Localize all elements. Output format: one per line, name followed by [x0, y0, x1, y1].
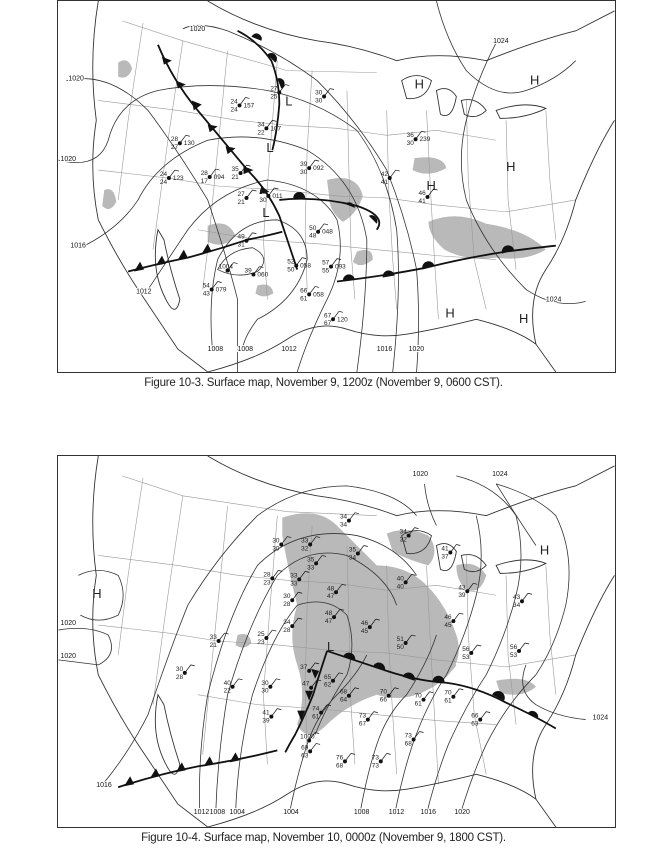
station-temperature: 28 [263, 571, 271, 579]
station-temperature: 46 [418, 189, 426, 197]
station-pressure: 130 [183, 140, 195, 148]
station-temperature: 40 [396, 575, 404, 583]
station-dewpoint: 24 [230, 106, 238, 114]
isobar-value-label: 1020 [408, 346, 425, 354]
station-model [407, 131, 431, 147]
station-temperature: 46 [444, 614, 452, 622]
isobar-value-label: 1020 [412, 470, 429, 478]
high-pressure-center: H [529, 72, 540, 88]
station-dewpoint: 30 [406, 140, 414, 148]
station-temperature: 57 [322, 259, 330, 267]
isobar-value-label: 1008 [353, 809, 370, 817]
station-temperature: 35 [231, 166, 239, 174]
station-temperature: 30 [283, 593, 291, 601]
station-dewpoint: 33 [290, 580, 298, 588]
station-dewpoint: 30 [261, 687, 269, 695]
station-temperature: 28 [170, 136, 179, 144]
station-dewpoint: 47 [327, 593, 335, 601]
isobar-labels [60, 26, 561, 353]
station-pressure: 048 [322, 228, 333, 236]
station-dewpoint: 39 [458, 592, 466, 600]
isobar-value-label: 1020 [60, 620, 76, 628]
station-temperature: 65 [324, 673, 332, 681]
isobar-value-label: 1004 [229, 809, 246, 817]
station-temperature: 34 [339, 513, 348, 521]
station-temperature: 35 [348, 546, 357, 554]
station-model [201, 169, 225, 185]
station-pressure: 093 [335, 263, 346, 271]
station-dewpoint: 50 [396, 643, 404, 651]
station-model [405, 732, 424, 748]
station-temperature: 30 [175, 665, 184, 673]
station-model [462, 645, 481, 661]
station-temperature: 49 [237, 233, 245, 241]
isobar-value-label: 1024 [545, 296, 562, 304]
station-temperature: 52 [287, 258, 295, 266]
station-temperature: 51 [396, 636, 404, 644]
station-temperature: 36 [406, 132, 414, 140]
low-pressure-center: L [262, 204, 270, 220]
station-dewpoint: 43 [202, 290, 210, 298]
station-temperature: 35 [307, 556, 315, 564]
station-dewpoint: 45 [360, 628, 369, 636]
station-temperature: 76 [336, 754, 344, 762]
station-temperature: 73 [404, 732, 412, 740]
station-dewpoint: 30 [272, 545, 280, 553]
station-model [340, 513, 359, 529]
station-pressure: 011 [272, 192, 283, 200]
station-temperature: 39 [244, 267, 252, 275]
isobar-value-label: 1016 [96, 782, 112, 790]
station-model [322, 259, 346, 275]
station-dewpoint: 28 [175, 673, 184, 681]
isobar-value-label: 1016 [376, 346, 393, 354]
station-dewpoint: 32 [399, 536, 407, 544]
station-dewpoint: 62 [324, 681, 332, 689]
station-model [510, 643, 529, 659]
station-model [513, 593, 532, 609]
isobar-value-label: 1020 [454, 809, 470, 817]
station-temperature: 73 [358, 712, 367, 720]
station-model [300, 286, 324, 302]
station-temperature: 37 [300, 663, 308, 671]
station-dewpoint: 53 [510, 651, 518, 659]
low-pressure-center: L [285, 93, 293, 109]
station-temperature: 69 [301, 744, 309, 752]
isobar-value-label: 1012 [388, 809, 405, 817]
station-dewpoint: 28 [283, 627, 291, 635]
high-pressure-center: H [519, 311, 529, 327]
station-temperature: 24 [230, 98, 238, 106]
station-model [315, 89, 334, 105]
station-dewpoint: 21 [209, 641, 217, 649]
isobar-value-label: 1024 [493, 37, 509, 45]
state-boundaries [98, 21, 575, 319]
station-pressure: 058 [300, 262, 311, 270]
station-pressure: 092 [313, 165, 324, 173]
isobar-value-label: 1016 [420, 809, 437, 817]
station-temperature: 1000 [300, 733, 315, 741]
station-model [287, 258, 311, 274]
station-temperature: 33 [209, 634, 217, 642]
station-model [238, 190, 257, 206]
station-dewpoint: 32 [301, 545, 309, 553]
high-pressure-center: H [92, 586, 102, 602]
station-dewpoint: 25 [270, 93, 278, 101]
station-dewpoint: 61 [300, 295, 308, 303]
station-dewpoint: 63 [301, 752, 309, 760]
station-temperature: 1004 [218, 263, 233, 271]
station-model [203, 281, 227, 297]
station-temperature: 41 [441, 545, 449, 553]
station-temperature: 30 [261, 679, 269, 687]
station-temperature: 73 [371, 754, 379, 762]
map-canvas [58, 456, 615, 827]
station-dewpoint: 73 [371, 762, 379, 770]
station-dewpoint: 28 [283, 601, 291, 609]
station-dewpoint: 17 [200, 178, 208, 186]
station-model [231, 97, 255, 113]
station-temperature: 33 [290, 572, 298, 580]
station-dewpoint: 31 [237, 241, 245, 249]
station-temperature: 48 [327, 585, 335, 593]
station-dewpoint: 21 [237, 198, 245, 206]
station-temperature: 27 [237, 190, 245, 198]
station-pressure: 107 [270, 125, 282, 133]
figure-caption: Figure 10-4. Surface map, November 10, 0000z (November 9, 1800 CST). [141, 832, 506, 844]
station-temperature: 47 [302, 680, 310, 688]
station-dewpoint: 23 [263, 579, 271, 587]
low-pressure-center: L [327, 638, 335, 654]
station-temperature: 30 [315, 89, 323, 97]
station-dewpoint: 68 [404, 740, 412, 748]
isobar-value-label: 1008 [207, 346, 224, 354]
isobar-value-label: 1012 [281, 346, 297, 354]
station-model [300, 160, 324, 176]
station-model [415, 692, 434, 708]
station-pressure: 120 [336, 316, 348, 324]
station-temperature: 24 [159, 171, 168, 179]
station-temperature: 34 [399, 528, 407, 536]
station-pressure: 123 [172, 175, 184, 183]
station-model [300, 733, 319, 743]
station-temperature: 56 [510, 643, 518, 651]
station-pressure: 058 [313, 291, 324, 299]
station-models [160, 85, 438, 328]
station-dewpoint: 22 [257, 129, 265, 137]
station-temperature: 30 [272, 537, 280, 545]
station-dewpoint: 24 [159, 179, 168, 187]
station-temperature: 28 [200, 170, 208, 178]
station-temperature: 54 [202, 282, 210, 290]
station-model [372, 753, 391, 769]
isobar-value-label: 1020 [68, 75, 84, 83]
station-dewpoint: 39 [262, 717, 270, 725]
station-pressure: 079 [215, 286, 227, 294]
isobar-value-label: 1020 [189, 25, 206, 33]
station-dewpoint: 30 [259, 196, 267, 204]
station-model [224, 679, 243, 695]
station-dewpoint: 45 [444, 622, 452, 630]
station-temperature: 39 [300, 161, 308, 169]
station-model [244, 267, 268, 279]
station-model [176, 665, 195, 681]
station-model [471, 712, 490, 728]
station-dewpoint: 30 [315, 97, 323, 105]
station-dewpoint: 22 [223, 687, 231, 695]
cold-front [118, 651, 327, 787]
isobar-value-label: 1012 [136, 288, 152, 296]
isobar-value-label: 1024 [492, 470, 508, 478]
station-temperature: 67 [324, 312, 332, 320]
station-temperature: 34 [257, 121, 265, 129]
station-temperature: 41 [262, 709, 270, 717]
isobar-value-label: 1020 [60, 652, 76, 660]
station-dewpoint: 48 [309, 232, 317, 240]
station-dewpoint: 61 [414, 700, 422, 708]
station-temperature: 70 [414, 692, 422, 700]
station-dewpoint: 37 [441, 553, 449, 561]
station-dewpoint: 53 [462, 653, 470, 661]
station-model [257, 630, 276, 646]
station-model [160, 170, 184, 186]
station-dewpoint: 41 [380, 179, 388, 187]
high-pressure-center: H [426, 177, 436, 193]
station-temperature: 33 [259, 188, 267, 196]
station-dewpoint: 50 [287, 266, 295, 274]
station-dewpoint: 23 [257, 638, 265, 646]
station-pressure: 094 [213, 174, 225, 182]
isobar-value-label: 1012 [193, 809, 210, 817]
station-pressure: 060 [257, 271, 269, 279]
station-dewpoint: 21 [231, 174, 239, 182]
station-model [444, 689, 463, 705]
station-temperature: 56 [462, 645, 470, 653]
isobar-value-label: 1016 [70, 242, 86, 250]
isobar-value-label: 1024 [592, 714, 609, 722]
station-model [381, 170, 400, 186]
station-dewpoint: 68 [336, 762, 344, 770]
station-dewpoint: 67 [358, 720, 367, 728]
isobar-value-label: 1008 [237, 346, 254, 354]
station-dewpoint: 66 [379, 696, 387, 704]
station-temperature: 43 [458, 584, 466, 592]
figure-caption: Figure 10-3. Surface map, November 9, 1200z (November 9, 0600 CST). [144, 377, 503, 389]
station-temperature: 27 [270, 85, 278, 93]
station-model [261, 679, 280, 695]
surface-map-nov10-0000z [57, 455, 616, 828]
station-temperature: 50 [309, 224, 317, 232]
station-model [336, 753, 355, 769]
isobar-value-label: 1008 [209, 809, 226, 817]
station-dewpoint: 55 [322, 267, 330, 275]
isobar-value-label: 1020 [60, 156, 76, 164]
station-dewpoint: 30 [300, 169, 308, 177]
station-temperature: 66 [471, 712, 479, 720]
high-pressure-center: H [445, 305, 455, 321]
station-dewpoint: 63 [471, 720, 479, 728]
station-pressure: 157 [243, 102, 255, 110]
station-temperature: 70 [379, 688, 387, 696]
station-temperature: 48 [325, 610, 333, 618]
surface-map-nov9-1200z [57, 0, 616, 373]
station-model [232, 165, 251, 181]
station-temperature: 34 [283, 619, 291, 627]
isobars [58, 1, 585, 372]
station-dewpoint: 67 [324, 320, 332, 328]
high-pressure-center: H [506, 159, 516, 175]
station-dewpoint: 61 [312, 713, 320, 721]
station-temperature: 25 [257, 631, 265, 639]
station-temperature: 70 [444, 689, 452, 697]
station-dewpoint: 41 [418, 197, 426, 205]
station-temperature: 68 [339, 688, 348, 696]
station-dewpoint: 61 [444, 697, 452, 705]
station-dewpoint: 34 [348, 554, 357, 562]
station-temperature: 66 [300, 287, 308, 295]
station-dewpoint: 34 [513, 602, 521, 610]
station-model [324, 311, 348, 327]
station-model [262, 709, 281, 725]
station-model [301, 743, 320, 759]
station-dewpoint: 47 [325, 618, 333, 626]
station-dewpoint: 33 [307, 564, 315, 572]
station-temperature: 46 [360, 620, 369, 628]
station-temperature: 43 [513, 594, 521, 602]
station-temperature: 33 [301, 537, 309, 545]
high-pressure-center: H [539, 542, 550, 558]
station-dewpoint: 64 [339, 696, 348, 704]
station-temperature: 40 [223, 679, 231, 687]
station-temperature: 42 [380, 171, 388, 179]
isobar-value-label: 1004 [283, 809, 299, 817]
station-model [238, 233, 257, 249]
map-canvas [58, 1, 615, 372]
station-temperature: 74 [312, 705, 320, 713]
station-model [171, 135, 195, 151]
station-dewpoint: 34 [339, 521, 348, 529]
high-pressure-center: H [414, 76, 424, 92]
station-model [309, 224, 333, 240]
station-model [444, 613, 463, 629]
station-dewpoint: 40 [396, 583, 404, 591]
station-dewpoint: 27 [170, 144, 179, 152]
low-pressure-center: L [266, 140, 274, 156]
station-model [441, 545, 460, 561]
station-pressure: 239 [419, 136, 431, 144]
